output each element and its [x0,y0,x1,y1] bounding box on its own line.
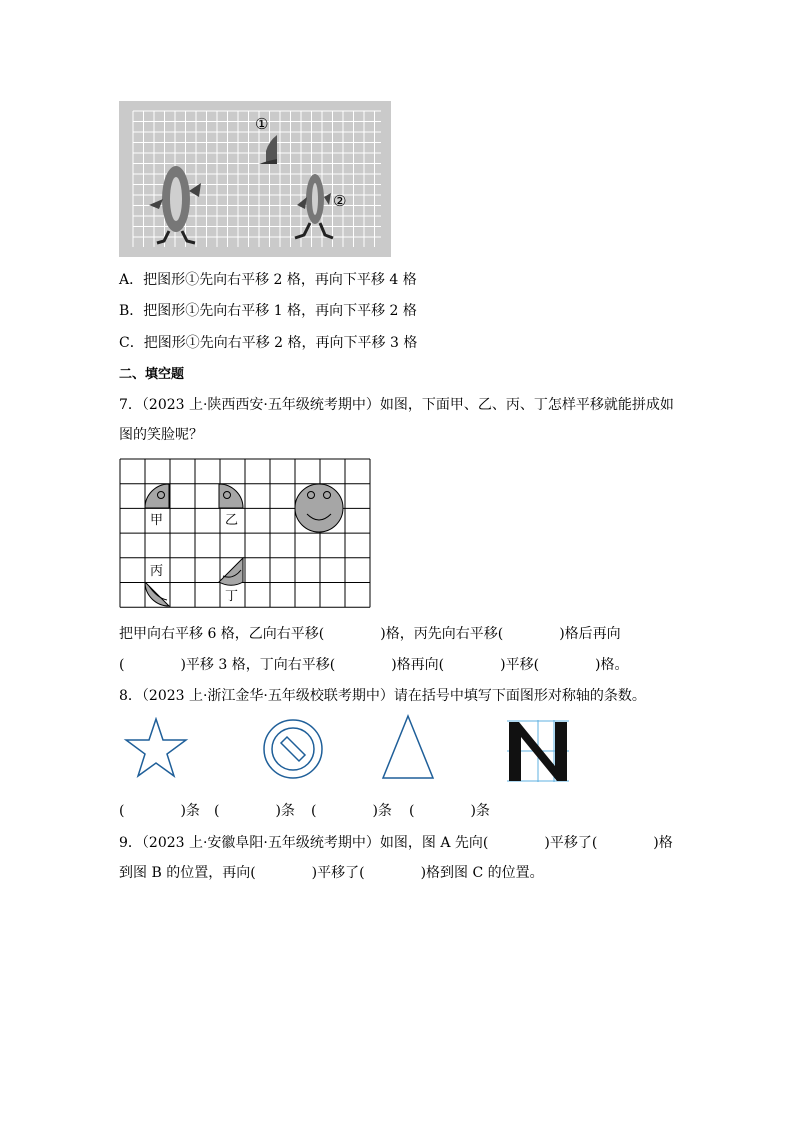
piece-bing [145,582,169,606]
triangle-shape [380,714,436,780]
label-bing: 丙 [150,564,164,579]
label-ding: 丁 [225,589,239,604]
q7-answer-line1: 把甲向右平移 6 格，乙向右平移( )格，丙先向右平移( )格后再向 [119,626,621,642]
section-title: 二、填空题 [119,367,185,382]
q7-text-line2: 图的笑脸呢？ [119,427,203,443]
label-yi: 乙 [225,513,239,528]
option-a: A．把图形①先向右平移 2 格，再向下平移 4 格 [119,272,417,288]
q8-blank-2: ( )条 [214,803,295,819]
star-shape [122,717,190,779]
q8-blank-3: ( )条 [311,803,392,819]
smiley-face [295,484,343,532]
figure-1-label: ① [255,115,269,133]
q8-blank-4: ( )条 [409,803,490,819]
q9-text-line1: 9．（2023 上·安徽阜阳·五年级统考期中）如图，图 A 先向( )平移了( )格 [119,835,673,851]
piece-jia [145,484,169,508]
option-c: C．把图形①先向右平移 2 格，再向下平移 3 格 [119,335,418,351]
piece-yi [219,484,243,508]
label-jia: 甲 [150,513,164,528]
option-b: B．把图形①先向右平移 1 格，再向下平移 2 格 [119,303,417,319]
q8-blank-1: ( )条 [119,803,200,819]
figure-2-label: ② [333,192,347,210]
prohibition-sign-shape [262,718,324,780]
translation-grid-photo [119,101,391,257]
q9-text-line2: 到图 B 的位置，再向( )平移了( )格到图 C 的位置。 [119,865,544,881]
letter-n-shape [507,720,569,782]
smiley-grid [119,458,371,608]
q8-text-line1: 8．（2023 上·浙江金华·五年级校联考期中）请在括号中填写下面图形对称轴的条数。 [119,688,646,704]
q7-text-line1: 7．（2023 上·陕西西安·五年级统考期中）如图，下面甲、乙、丙、丁怎样平移就能拼成如 [119,397,674,413]
q7-answer-line2: ( )平移 3 格，丁向右平移( )格再向( )平移( )格。 [119,657,629,673]
